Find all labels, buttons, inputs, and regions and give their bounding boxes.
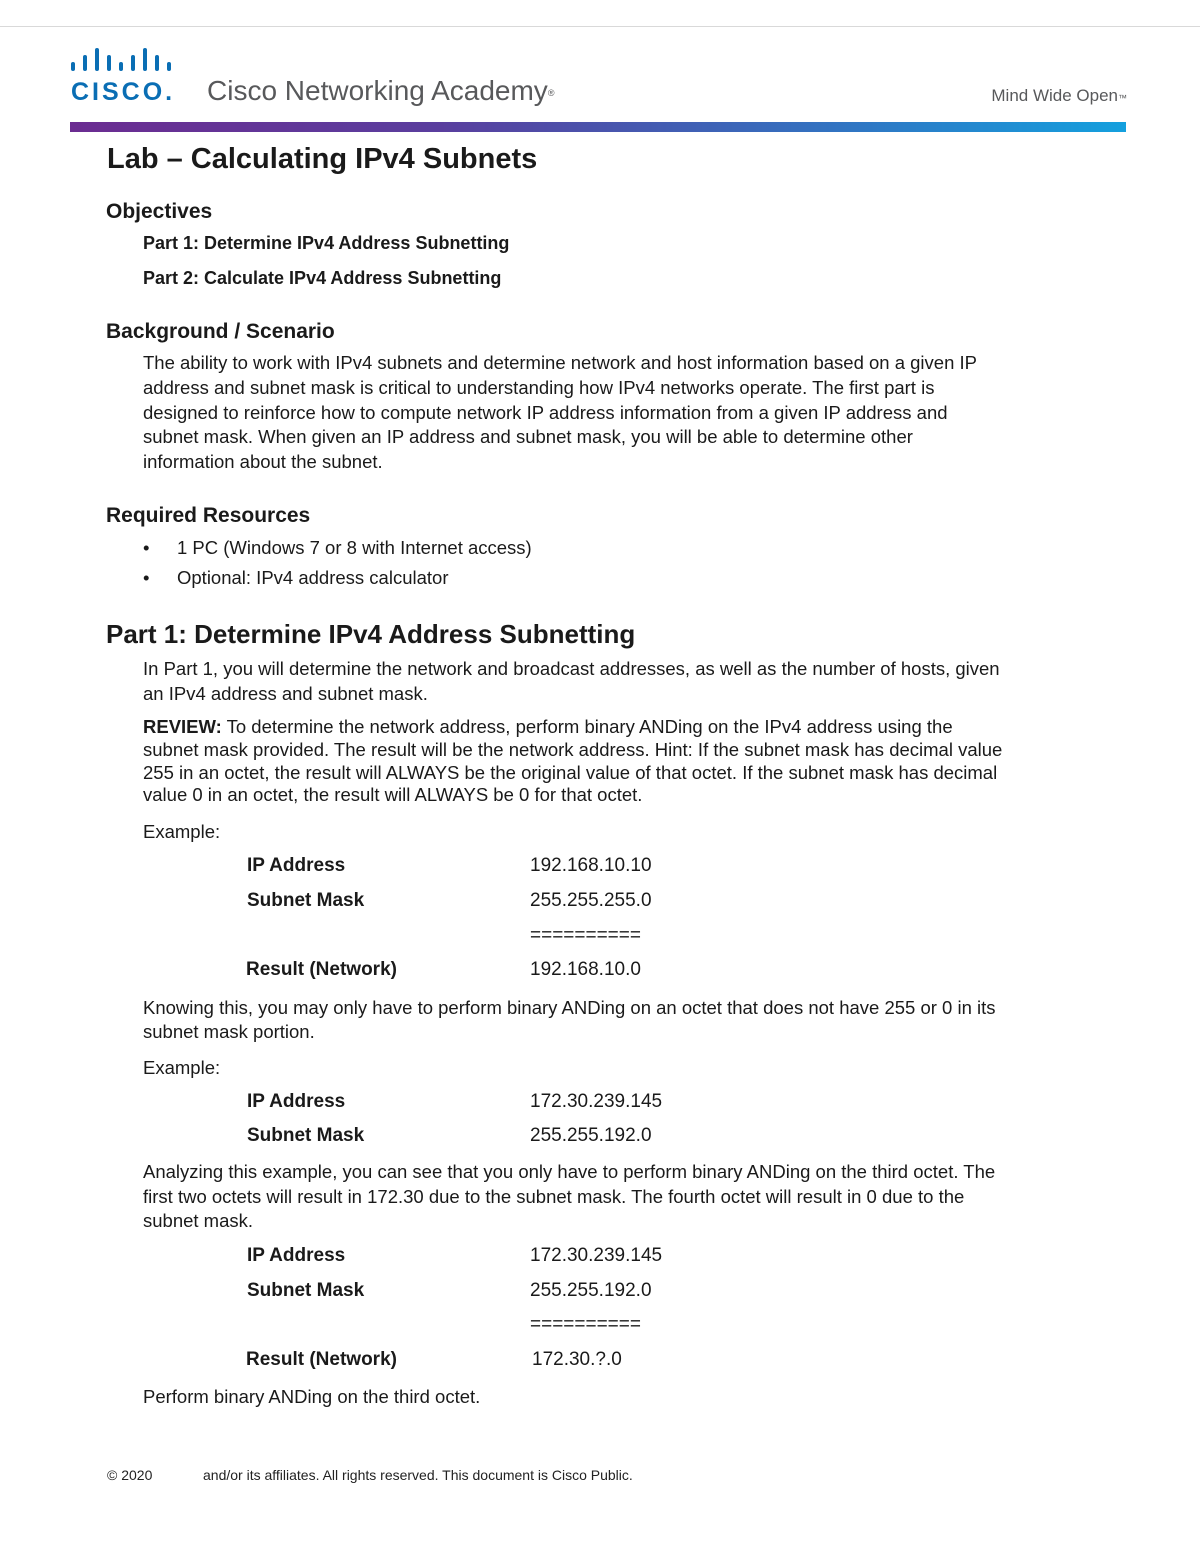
review-label: REVIEW: — [143, 716, 222, 737]
cisco-wordmark: CISCO. — [71, 78, 176, 106]
footer-notice: and/or its affiliates. All rights reserved. This document is Cisco Public. — [203, 1467, 633, 1483]
ip-address-value: 192.168.10.10 — [530, 855, 652, 876]
result-label: Result (Network) — [246, 1349, 397, 1370]
knowing-paragraph: Knowing this, you may only have to perform binary ANDing on an octet that does not have 255 or 0 in its subnet mask portion. — [143, 997, 996, 1042]
result-value: 192.168.10.0 — [530, 959, 641, 980]
example-label: Example: — [143, 821, 221, 842]
ip-address-label: IP Address — [247, 855, 346, 876]
review-paragraph: REVIEW: To determine the network address, perform binary ANDing on the IPv4 address using the subnet mask provided. The result will be the network address. Hint: If the subnet mask has decimal value 255 in an octet, the result will ALWAYS be the original value of that octet. If the subnet mask has decimal value 0 in an octet, the result will ALWAYS be 0 for that octet. — [143, 716, 1003, 806]
subnet-mask-label: Subnet Mask — [247, 890, 365, 911]
ip-address-value: 172.30.239.145 — [530, 1245, 663, 1266]
result-separator: ========== — [530, 1314, 641, 1335]
resource-item: 1 PC (Windows 7 or 8 with Internet access) — [177, 537, 532, 558]
part1-heading: Part 1: Determine IPv4 Address Subnetting — [106, 619, 636, 649]
ip-address-label: IP Address — [247, 1245, 346, 1266]
academy-name: Cisco Networking Academy® — [207, 75, 555, 106]
resource-item: Optional: IPv4 address calculator — [177, 567, 449, 588]
tagline: Mind Wide Open™ — [991, 86, 1127, 105]
subnet-mask-value: 255.255.192.0 — [530, 1280, 652, 1301]
page-top-rule — [0, 26, 1200, 27]
result-label: Result (Network) — [246, 959, 397, 980]
ip-address-value: 172.30.239.145 — [530, 1091, 663, 1112]
objective-item: Part 2: Calculate IPv4 Address Subnetting — [143, 268, 502, 288]
ip-address-label: IP Address — [247, 1091, 346, 1112]
part1-intro: In Part 1, you will determine the network and broadcast addresses, as well as the number of hosts, given an IPv4 address and subnet mask. — [143, 658, 1000, 704]
subnet-mask-value: 255.255.192.0 — [530, 1125, 652, 1146]
footer-copyright: © 2020 — [107, 1467, 153, 1483]
page-title: Lab – Calculating IPv4 Subnets — [107, 143, 538, 175]
resources-heading: Required Resources — [106, 504, 311, 527]
result-separator: ========== — [530, 925, 641, 946]
subnet-mask-value: 255.255.255.0 — [530, 890, 652, 911]
background-paragraph: The ability to work with IPv4 subnets and determine network and host information based on a given IP address and subnet mask is critical to understanding how IPv4 networks operate. The first part is designed to reinforce how to compute network IP address information from a given IP address and subnet mask. When given an IP address and subnet mask, you will be able to determine other information about the subnet. — [143, 352, 977, 473]
objectives-heading: Objectives — [106, 200, 213, 223]
example-label: Example: — [143, 1057, 221, 1078]
cisco-bridge-logo-icon — [71, 46, 179, 74]
bullet-icon: • — [143, 567, 150, 588]
subnet-mask-label: Subnet Mask — [247, 1280, 365, 1301]
analyzing-paragraph: Analyzing this example, you can see that you only have to perform binary ANDing on the third octet. The first two octets will result in 172.30 due to the subnet mask. The fourth octet will result in 0 due to the subnet mask. — [143, 1161, 996, 1231]
subnet-mask-label: Subnet Mask — [247, 1125, 365, 1146]
header-gradient-bar — [70, 122, 1126, 132]
objective-item: Part 1: Determine IPv4 Address Subnetting — [143, 233, 510, 253]
perform-instruction: Perform binary ANDing on the third octet. — [143, 1386, 481, 1407]
bullet-icon: • — [143, 537, 150, 558]
background-heading: Background / Scenario — [106, 320, 335, 343]
result-value: 172.30.?.0 — [532, 1349, 622, 1370]
